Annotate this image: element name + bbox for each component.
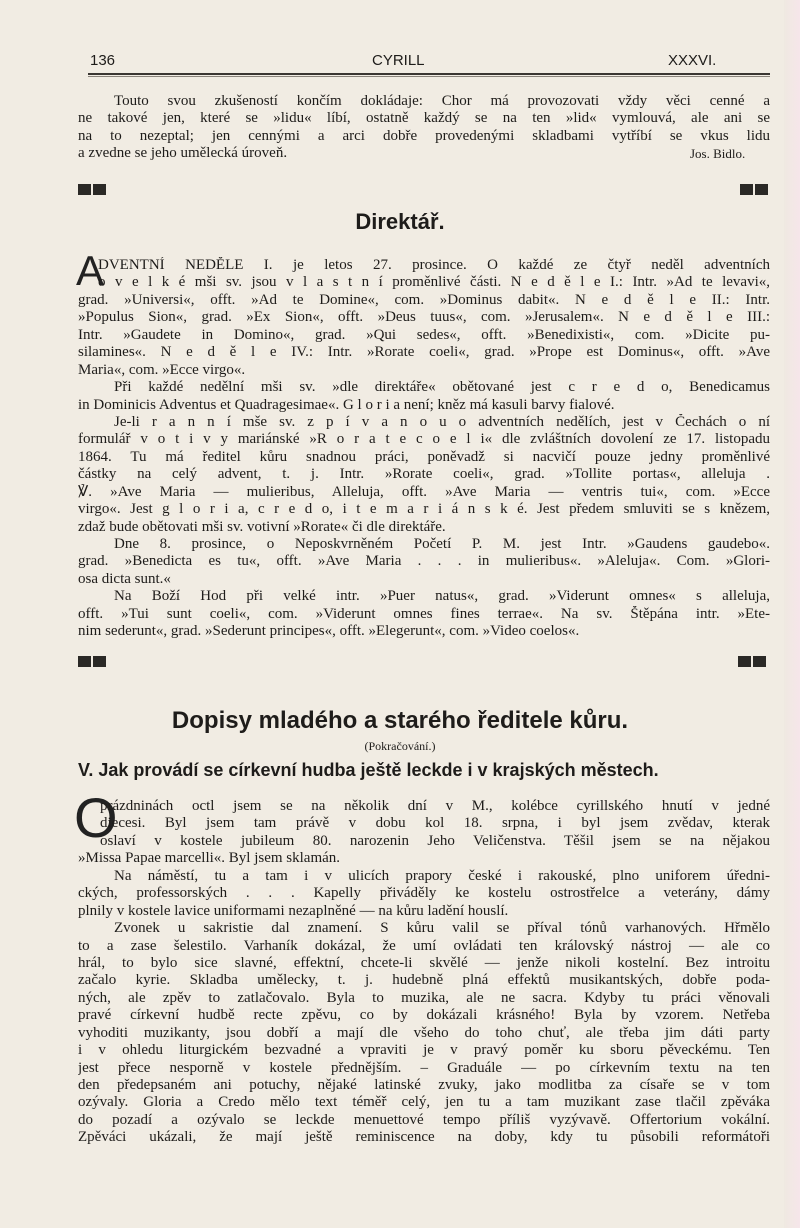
text-line: Na náměstí, tu a tam i v ulicích prapory české i rakouské, plno uniforem úředni- <box>114 867 770 884</box>
text-line: Dne 8. prosince, o Neposkvrněném Početí P. M. jest Intr. »Gaudens gaudebo«. <box>114 536 770 552</box>
text-line: Je-li r a n n í mše sv. z p í v a n o u o adventních nedělích, jest v Čechách o ní <box>114 413 770 430</box>
section-title-dopisy: Dopisy mladého a starého ředitele kůru. <box>171 707 629 734</box>
text-line: DVENTNÍ NEDĚLE I. je letos 27. prosince. O každé ze čtyř neděl adventních <box>98 257 770 273</box>
page-number: 136 <box>90 52 116 69</box>
text-line: do pozadí a ozývalo se leckde menuettové tempo příliš vyzývavě. Offertorium vokální. <box>78 1111 770 1128</box>
drop-cap: O <box>74 786 118 849</box>
header-rule <box>88 73 770 75</box>
text-line: a zvedne se jeho umělecká úroveň. <box>78 145 288 162</box>
text-line: zdaž bude obětovati mši sv. votivní »Rorate« či dle direktáře. <box>78 518 446 535</box>
text-line: i v ohledu liturgickém bezvadné a vpraviti je v pravý poměr ku sboru pěveckému. Ten <box>78 1042 770 1059</box>
dopisy-text <box>78 798 770 1147</box>
text-line: virgo«. Jest g l o r i a, c r e d o, i t e m a r i á n s k é. Jest předem smluviti se s knězem, <box>78 501 770 518</box>
continued-note: (Pokračování.) <box>364 739 436 753</box>
intro-paragraph <box>78 93 770 163</box>
text-line: »Populus Sion«, grad. »Ex Sion«, offt. »Deus tuus«, com. »Jerusalem«. N e d ě l e III.: <box>78 309 770 326</box>
text-line: grad. »Universi«, offt. »Ad te Domine«, com. »Dominus dabit«. N e d ě l e II.: Intr. <box>78 291 770 308</box>
text-line: částky na celý advent, t. j. Intr. »Rorate coeli«, grad. »Tollite portas«, alleluja . <box>78 466 770 483</box>
text-line: silamines«. N e d ě l e IV.: Intr. »Rorate coeli«, grad. »Prope est Dominus«, offt. »Ave <box>78 344 770 361</box>
text-line: vyhoditi muzikanty, jsou dobří a mají dle všeho do toho chuť, ale třeba jim dáti party <box>78 1024 770 1041</box>
direktar-text <box>78 257 770 641</box>
text-line: Na Boží Hod při velké intr. »Puer natus«, grad. »Viderunt omnes« s alleluja, <box>114 588 770 605</box>
text-line: Intr. »Gaudete in Domino«, grad. »Qui sedes«, offt. »Benedixisti«, com. »Dicite pu- <box>78 326 770 343</box>
signature: Jos. Bidlo. <box>690 146 746 161</box>
text-line: 1864. Tu má ředitel kůru snadnou práci, poněvadž si nacvičí pouze jedny proměnlivé <box>78 448 770 465</box>
text-line: ℣. »Ave Maria — mulieribus, Alleluja, offt. »Ave Maria — ventris tui«, com. »Ecce <box>78 483 770 500</box>
text-line: pravé církevní hudbě recte zpěvu, co by dokázali krásného! Byla by vzorem. Netřeba <box>78 1007 770 1024</box>
text-line: o v e l k é mši sv. jsou v l a s t n í proměnlivé části. N e d ě l e I.: Intr. »Ad te levavi«, <box>98 274 770 291</box>
running-header <box>90 52 770 72</box>
text-line: ckých, professorských . . . Kapelly přiváděly ke kostelu ostrostřelce a veterány, dámy <box>78 885 770 902</box>
text-line: diecesi. Byl jsem tam právě v dobu kol 18. srpna, i byl jsem zvědav, kterak <box>100 815 770 832</box>
text-line: na to nezeptal; jen cennými a arci dobře provedenými skladbami vytříbí se vkus lidu <box>78 127 770 144</box>
page-edge <box>784 0 800 1228</box>
ornament-right <box>738 656 768 667</box>
text-line: jest přece nesporně v kostele přednějším. – Graduále — po církevním textu na ten <box>78 1059 770 1076</box>
text-line: formulář v o t i v y mariánské »R o r a t e c o e l i« dle zvláštních dovolení ze 17. listopadu <box>78 431 770 448</box>
volume-number: XXXVI. <box>668 52 717 69</box>
journal-title: CYRILL <box>372 52 425 69</box>
text-line: plnily v kostele lavice uniformami nezaplněné — na kůru ladění houslí. <box>78 902 509 919</box>
subsection-title: V. Jak provádí se církevní hudba ještě leckde i v krajských městech. <box>78 760 659 780</box>
text-line: to a zase šelestilo. Varhaník dokázal, že umí ovládati ten královský nástroj — ale co <box>78 937 770 954</box>
text-line: ných, ale zpěv to zatlačovalo. Byla to muzika, ale ne sacra. Kdyby tu práci věnovali <box>78 989 770 1006</box>
text-line: osa dicta sunt.« <box>78 570 171 587</box>
text-line: den předepsaném ani potuchy, nějaké latinské zvuky, jako modlitba za císaře se v tom <box>78 1077 770 1093</box>
text-line: Při každé nedělní mši sv. »dle direktáře« obětované jest c r e d o, Benedicamus <box>114 379 770 396</box>
text-line: grad. »Benedicta es tu«, offt. »Ave Maria . . . in mulieribus«. »Aleluja«. Com. »Glori- <box>78 553 770 570</box>
header-rule-thin <box>88 76 770 77</box>
ornament-right <box>740 184 770 195</box>
drop-cap: A <box>76 247 105 294</box>
text-line: in Dominicis Adventus et Quadragesimae«. G l o r i a není; kněz má kasuli barvy fialové. <box>78 396 615 413</box>
text-line: nim sederunt«, grad. »Sederunt principes«, offt. »Elegerunt«, com. »Video coelos«. <box>78 623 580 640</box>
section-title-direktar: Direktář. <box>355 209 445 234</box>
text-line: »Missa Papae marcelli«. Byl jsem sklamán. <box>78 850 341 867</box>
text-line: Zvonek u sakristie dal znamení. S kůru valil se příval tónů varhanových. Hřmělo <box>114 920 770 937</box>
text-line: Zpěváci ukázali, že mají ještě reminiscence na doby, kdy tu působili reformátoři <box>78 1129 770 1146</box>
text-line: prázdninách octl jsem se na několik dní v M., kolébce cyrillského hnutí v jedné <box>100 798 770 814</box>
text-line: Touto svou zkušeností končím dokládaje: Chor má provozovati vždy věci cenné a <box>114 93 770 109</box>
ornament-left <box>78 656 108 667</box>
text-line: ozývaly. Gloria a Credo mělo text téměř celý, jen tu a tam muzikant zase tlačil zpěváka <box>78 1094 770 1111</box>
text-line: Maria«, com. »Ecce virgo«. <box>78 361 246 378</box>
text-line: začalo kyrie. Skladba umělecky, t. j. hudebně plná effektů musikantských, dobře poda- <box>78 972 770 989</box>
text-line: ne takové jen, které se »lidu« líbí, ostatně každý se na ten »lid« vymlouvá, ale ani se <box>78 110 770 127</box>
ornament-left <box>78 184 108 195</box>
text-line: offt. »Tui sunt coeli«, com. »Viderunt omnes fines terrae«. Na sv. Štěpána intr. »Ete- <box>78 605 770 622</box>
text-line: oslaví v kostele jubileum 80. narozenin Jeho Veličenstva. Těšil jsem se na nějakou <box>100 832 770 849</box>
text-line: hrál, to bylo sice slavné, effektní, chcete-li skvělé — jenže nikoli kostelní. Bez introitu <box>78 954 770 971</box>
